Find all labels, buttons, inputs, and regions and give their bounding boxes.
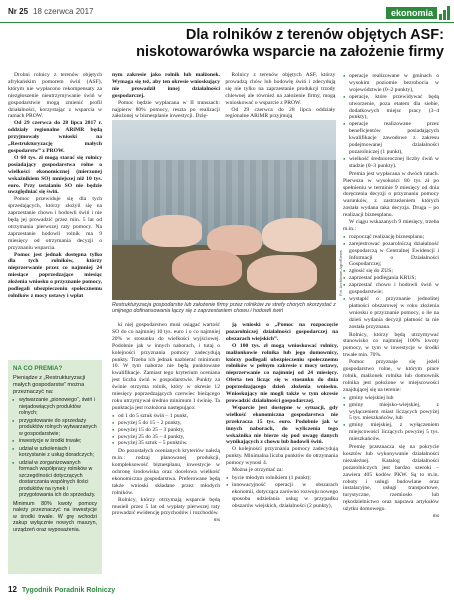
column-3-bottom [226, 322, 338, 510]
criteria-list-cont [343, 73, 439, 170]
sidebar-box [8, 360, 102, 574]
photo-caption: Restrukturyzacja gospodarstw lub założenie firmy przez rolników ze strefy chorych skorzystać z unijnego dofinansowania łączy się z zaprzestaniem chowu i hodowli świń [112, 302, 336, 315]
list-item: ● inwestycje w środki trwałe; [19, 438, 97, 445]
paragraph: ją wnioski o „Pomoc na rozpoczęcie pozarolniczej działalności gospodarczej na obszarach wiejskich”. [226, 322, 338, 342]
paragraph: ki niej gospodarstwo musi osiągać wartość SO do co najmniej 10 tys. euro i o co najmniej 20% w stosunku do wielkości wyjściowej. Podobnie jak w innych naborach, i tutaj o kolejności przyznania pomocy zadecydują punkty. Trzeba ich jednak nazbierać minimum 10. W tym naborze nie będą punktowane kwalifikacje. Zamiast tego kryterium oceniana jest liczba świń w gospodarstwie. Punkty za świnie otrzyma rolnik, który w okresie 12 miesięcy poprzedzających czerwiec bieżącego roku utrzymywał średnio minimum 1 świnię. Ta punktacja jest rozłożona następująco: [112, 322, 220, 411]
col3-top [225, 72, 335, 120]
list-item: ● wystąpić o przyznanie jednolitej płatności obszarowej w roku złożenia wniosku o przyznanie pomocy, o ile na dzień wydania decyzji płatność ta nie została przyznana. [349, 296, 439, 331]
area-list [343, 395, 439, 443]
list-item: ● powyżej 15 do 25 – 3 punkty, [118, 427, 220, 434]
paragraph: Pomoc będzie wypłacana w II transzach: najpierw 80% pomocy, reszta po realizacji założonej w biznesplanie inwestycji. Dzię- [112, 99, 220, 120]
list-item: ● zaprzestać podlegania KRUS; [349, 275, 439, 282]
list-item: ● rozpocząć realizację biznesplanu; [349, 234, 439, 241]
magazine-name: Tygodnik Poradnik Rolniczy [21, 587, 116, 594]
list-item: ● operacje realizowane przez beneficjentów posiadających kwalifikacje zawodowe z zakresu podejmowanej działalności pozarolniczej (1 punkt), [349, 121, 439, 156]
paragraph: Pomoc przewiduje się dla tych sprzedających, którzy złożyli się na zaprzestanie chowu i hodowli świń i nie będą jej prowadzić przez min. 5 lat od otrzymania pierwszej raty pomocy. Na zaprzestanie hodowli rolnik ma 9 miesięcy od otrzymania decyzji o przyznaniu wsparcia. [8, 196, 102, 251]
list-item: ● zgłosić się do ZUS; [349, 268, 439, 275]
pig-figure [262, 218, 322, 252]
author-signature: ms [432, 513, 439, 520]
paragraph: O kolejności przyznania pomocy zadecydują punkty. Minimalna liczba punktów do otrzymania pomocy wynosi 4. [226, 446, 338, 467]
paragraph: O 100 tys. zł mogą wnioskować rolnicy, małżonkowie rolnika lub jego domownicy, którzy podlegali ubezpieczeniu społecznemu rolników w pełnym zakresie z mocy ustawy, nieprzerwanie co najmniej od 24 miesięcy. Oferta ten licząc się w stosunku do dnia poprzedzającego dzień złożenia wniosku. Wnioskujący nie mogli także w tym okresie prowadzić działalności gospodarczej. [226, 342, 338, 404]
list-item: ● bycie młodym rolnikiem (1 punkt); [232, 475, 338, 482]
sidebar-title: NA CO PREMIA? [13, 365, 63, 372]
pig-figure [247, 255, 317, 293]
list-item: ● gminy miejsko-wiejskiej, z wyłączeniem miast liczących powyżej 5 tys. mieszkańców, lub [349, 402, 439, 423]
issue-number: Nr 25 [8, 7, 29, 16]
column-2-top [112, 72, 336, 120]
list-item: ● powyżej 5 do 15 – 2 punkty, [118, 420, 220, 427]
list-item: ● zaprzestać chowu i hodowli świń w gospodarstwie; [349, 282, 439, 296]
paragraph: nym zakresie jako rolnik lub małżonek. Wymaga się też, aby ten okresie wnioskujący nie prowadził innej działalności gospodarczej. [112, 72, 220, 99]
list-item: ● gminy wiejskiej lub [349, 395, 439, 402]
paragraph: Pomoc jest jednak dostępna tylko dla tych rolników, którzy nieprzerwanie przez co najmniej 24 miesiące poprzedzające miesiąc złożenia wniosku o przyznanie pomocy, podlegali ubezpieczeniu społecznemu rolników z mocy ustawy i wpłat [8, 251, 102, 299]
paragraph: Rolnicy, którzy otrzymają wsparcie będą musieli przez 5 lat od wypłaty pierwszej raty prowadzić ewidencję przychodów i rozchodów. [112, 496, 220, 517]
list-item: ● gminy miejskiej, z wyłączeniem miejscowości liczących powyżej 5 tys. mieszkańców. [349, 422, 439, 443]
sidebar-intro: Pieniądze z „Restrukturyzacji małych gospodarstw” można przeznaczyć na: [13, 375, 86, 395]
page-number: 12 [8, 585, 17, 594]
sidebar-list [8, 397, 102, 499]
paragraph: Rolnicy z terenów objętych ASF, którzy prowadzą chów lub hodowlę świń i zdecydują się nie tylko na zaprzestanie produkcji trzody chlewnej ale również na założenie firmy, mogą wnioskować o wsparcie z PROW. [225, 72, 336, 106]
list-item: ● od 1 do 5 sztuk świń – 1 punkt, [118, 413, 220, 420]
list-item: ● udział w szkoleniach i korzystanie z usług doradczych; [19, 446, 97, 459]
column-4 [343, 72, 439, 520]
paragraph: Premię przeznacza się na pokrycie kosztów lub wykonywanie działalności niezależnej. Katalog działalności pozarolniczych jest bardzo szeroki – zawiera 405 kodów PKW. Są to m.in. roboty i usługi budowlane oraz instalacyjne, usługi transportowe, turystyczne, rzemiosło lub rękodzielnictwo oraz naprawa artykułów użytku domowego. [343, 444, 439, 513]
list-item: ● zarejestrować pozarolniczą działalność gospodarczą w Centralnej Ewidencji i Informacji o Działalności Gospodarczej; [349, 241, 439, 269]
article-photo [112, 120, 336, 300]
list-item: ● wytwarzanie „pionowego”, świń i niejadowiących produktów rolnych; [19, 397, 97, 417]
list-item: ● operacje, które przewidywać będą utworzenie, poza etatem dla siebie, dodatkowych miejsc pracy (3–4 punkty), [349, 94, 439, 122]
section-bars-icon [439, 6, 450, 20]
issue-info [8, 7, 94, 16]
sidebar-note: Minimum 80% kwoty pomocy należy przeznaczyć na inwestycje w środki trwałe. W grę wchodzi zakup wyłącznie nowych maszyn, urządzeń oraz wyposażenia. [13, 500, 97, 533]
requirements-list [343, 234, 439, 331]
paragraph: W ciągu wskazanych 9 miesięcy, trzeba m.in.: [343, 219, 439, 232]
section-label [386, 6, 450, 20]
column-1 [8, 72, 102, 300]
paragraph: O 60 tys. zł mogą starać się rolnicy posiadający gospodarstwa rolne o wielkości ekonomicznej (mierzonej wskaźnikiem SO) mniejszej niż 10 tys. euro. Przy ustalaniu SO nie będzie uwzględniać się świń. [8, 154, 102, 196]
points-list [112, 413, 220, 448]
list-item: ● operacje realizowane w gminach o wysokim poziomie bezrobocia w województwie (0–2 punkty), [349, 73, 439, 94]
list-item: ● powyżej 25 do 35 – 4 punkty, [118, 434, 220, 441]
pig-figure [172, 250, 242, 286]
paragraph: Do pozostałych ocenianych kryteriów należą m.in.: rodzaj planowanej produkcji, kompleksowość biznesplanu, inwestycje w ochronę środowiska oraz docelowa wielkość ekonomiczna gospodarstwa. Preferowane będą także wnioski składane przez młodych rolników. [112, 448, 220, 496]
author-signature: ms [213, 517, 220, 524]
paragraph: Premia jest wypłacana w dwóch ratach. Pierwsza w wysokości 80 tys zł po spełnieniu w terminie 9 miesięcy od dnia doręczenia decyzji o przyznaniu pomocy warunków, z zastrzeżeniem których została wydana taka decyzja. Druga – po realizacji biznesplanu. [343, 170, 439, 219]
paragraph: Od 29 czerwca do 28 lipca 2017 r. oddziały regionalne ARiMR będą przyjmowały wnioski na „Restrukturyzację małych gospodarstw” z PROW. [8, 120, 102, 154]
col2-left [112, 72, 220, 120]
paragraph: Rolnicy, którzy będą utrzymywać stanowisko co najmniej 100% kwoty pomocy, w tym w inwestycje w środki trwałe min. 70%. [343, 331, 439, 359]
issue-date: 18 czerwca 2017 [33, 7, 94, 16]
title-line-2: niskotowarówka wsparcie na założenie firmy [136, 44, 444, 60]
header-rule [0, 22, 454, 23]
paragraph: Pomoc przyznaje się jeżeli gospodarstwo rolne, w którym prace rolnik, małżonek rolnika lub domownik rolnika jest położone w miejscowości znajdującej się na terenie: [343, 359, 439, 393]
paragraph: Można je otrzymać za: [232, 467, 284, 474]
title-line-1: Dla rolników z terenów objętych ASF: [185, 27, 444, 43]
criteria-list [226, 475, 338, 510]
list-item: ● innowacyjność operacji w obszarach ekonomii, dotycząca zarówno rozwoju nowego sposobu udzielania usług w przypadku obszarów wiejskich, działalności (2 punkty), [232, 482, 338, 510]
pig-figure [142, 215, 202, 247]
paragraph: Od 29 czerwca do 28 lipca oddziały regionalne ARiMR przyjmują [225, 106, 336, 120]
list-item: ● powyżej 35 sztuk – 5 punktów. [118, 440, 220, 447]
page-footer [8, 585, 115, 594]
section-name: ekonomia [386, 7, 437, 19]
paragraph: Wsparcie jest dostępne w sytuacji, gdy wielkość ekonomiczna gospodarstwa nie przekracza 15 tys. euro. Podobnie jak w innych naborach, do wyliczenia tego wskaźnika nie bierze się pod uwagę danych wynikających z chowu lub hodowli świń. [226, 404, 338, 446]
article-title [84, 27, 444, 61]
paragraph: Drobni rolnicy z terenów objętych afrykańskim pomorem świń (ASF), którym nie wypłacono rekompensaty za niezgłoszenie nieutrzymywanie świń w gospodarstwie mogą zmienić profil działalności, korzystając z wsparcia w ramach PROW. [8, 72, 102, 120]
photo-credit: Fot. Archiwum AgrofNews [338, 250, 343, 296]
list-item: ● wielkość średniorocznej liczby świń w stadzie (0–3 punkty). [349, 156, 439, 170]
list-item: ● udział w zorganizowanych formach współpracy rolników w szczególności dotyczących dostarczania wspólnych ilości produktów na rynek i przygotowania ich do sprzedaży. [19, 460, 97, 499]
column-2-bottom [112, 322, 220, 524]
list-item: ● przygotowanie do sprzedaży produktów rolnych wytwarzanych w gospodarstwie; [19, 418, 97, 438]
